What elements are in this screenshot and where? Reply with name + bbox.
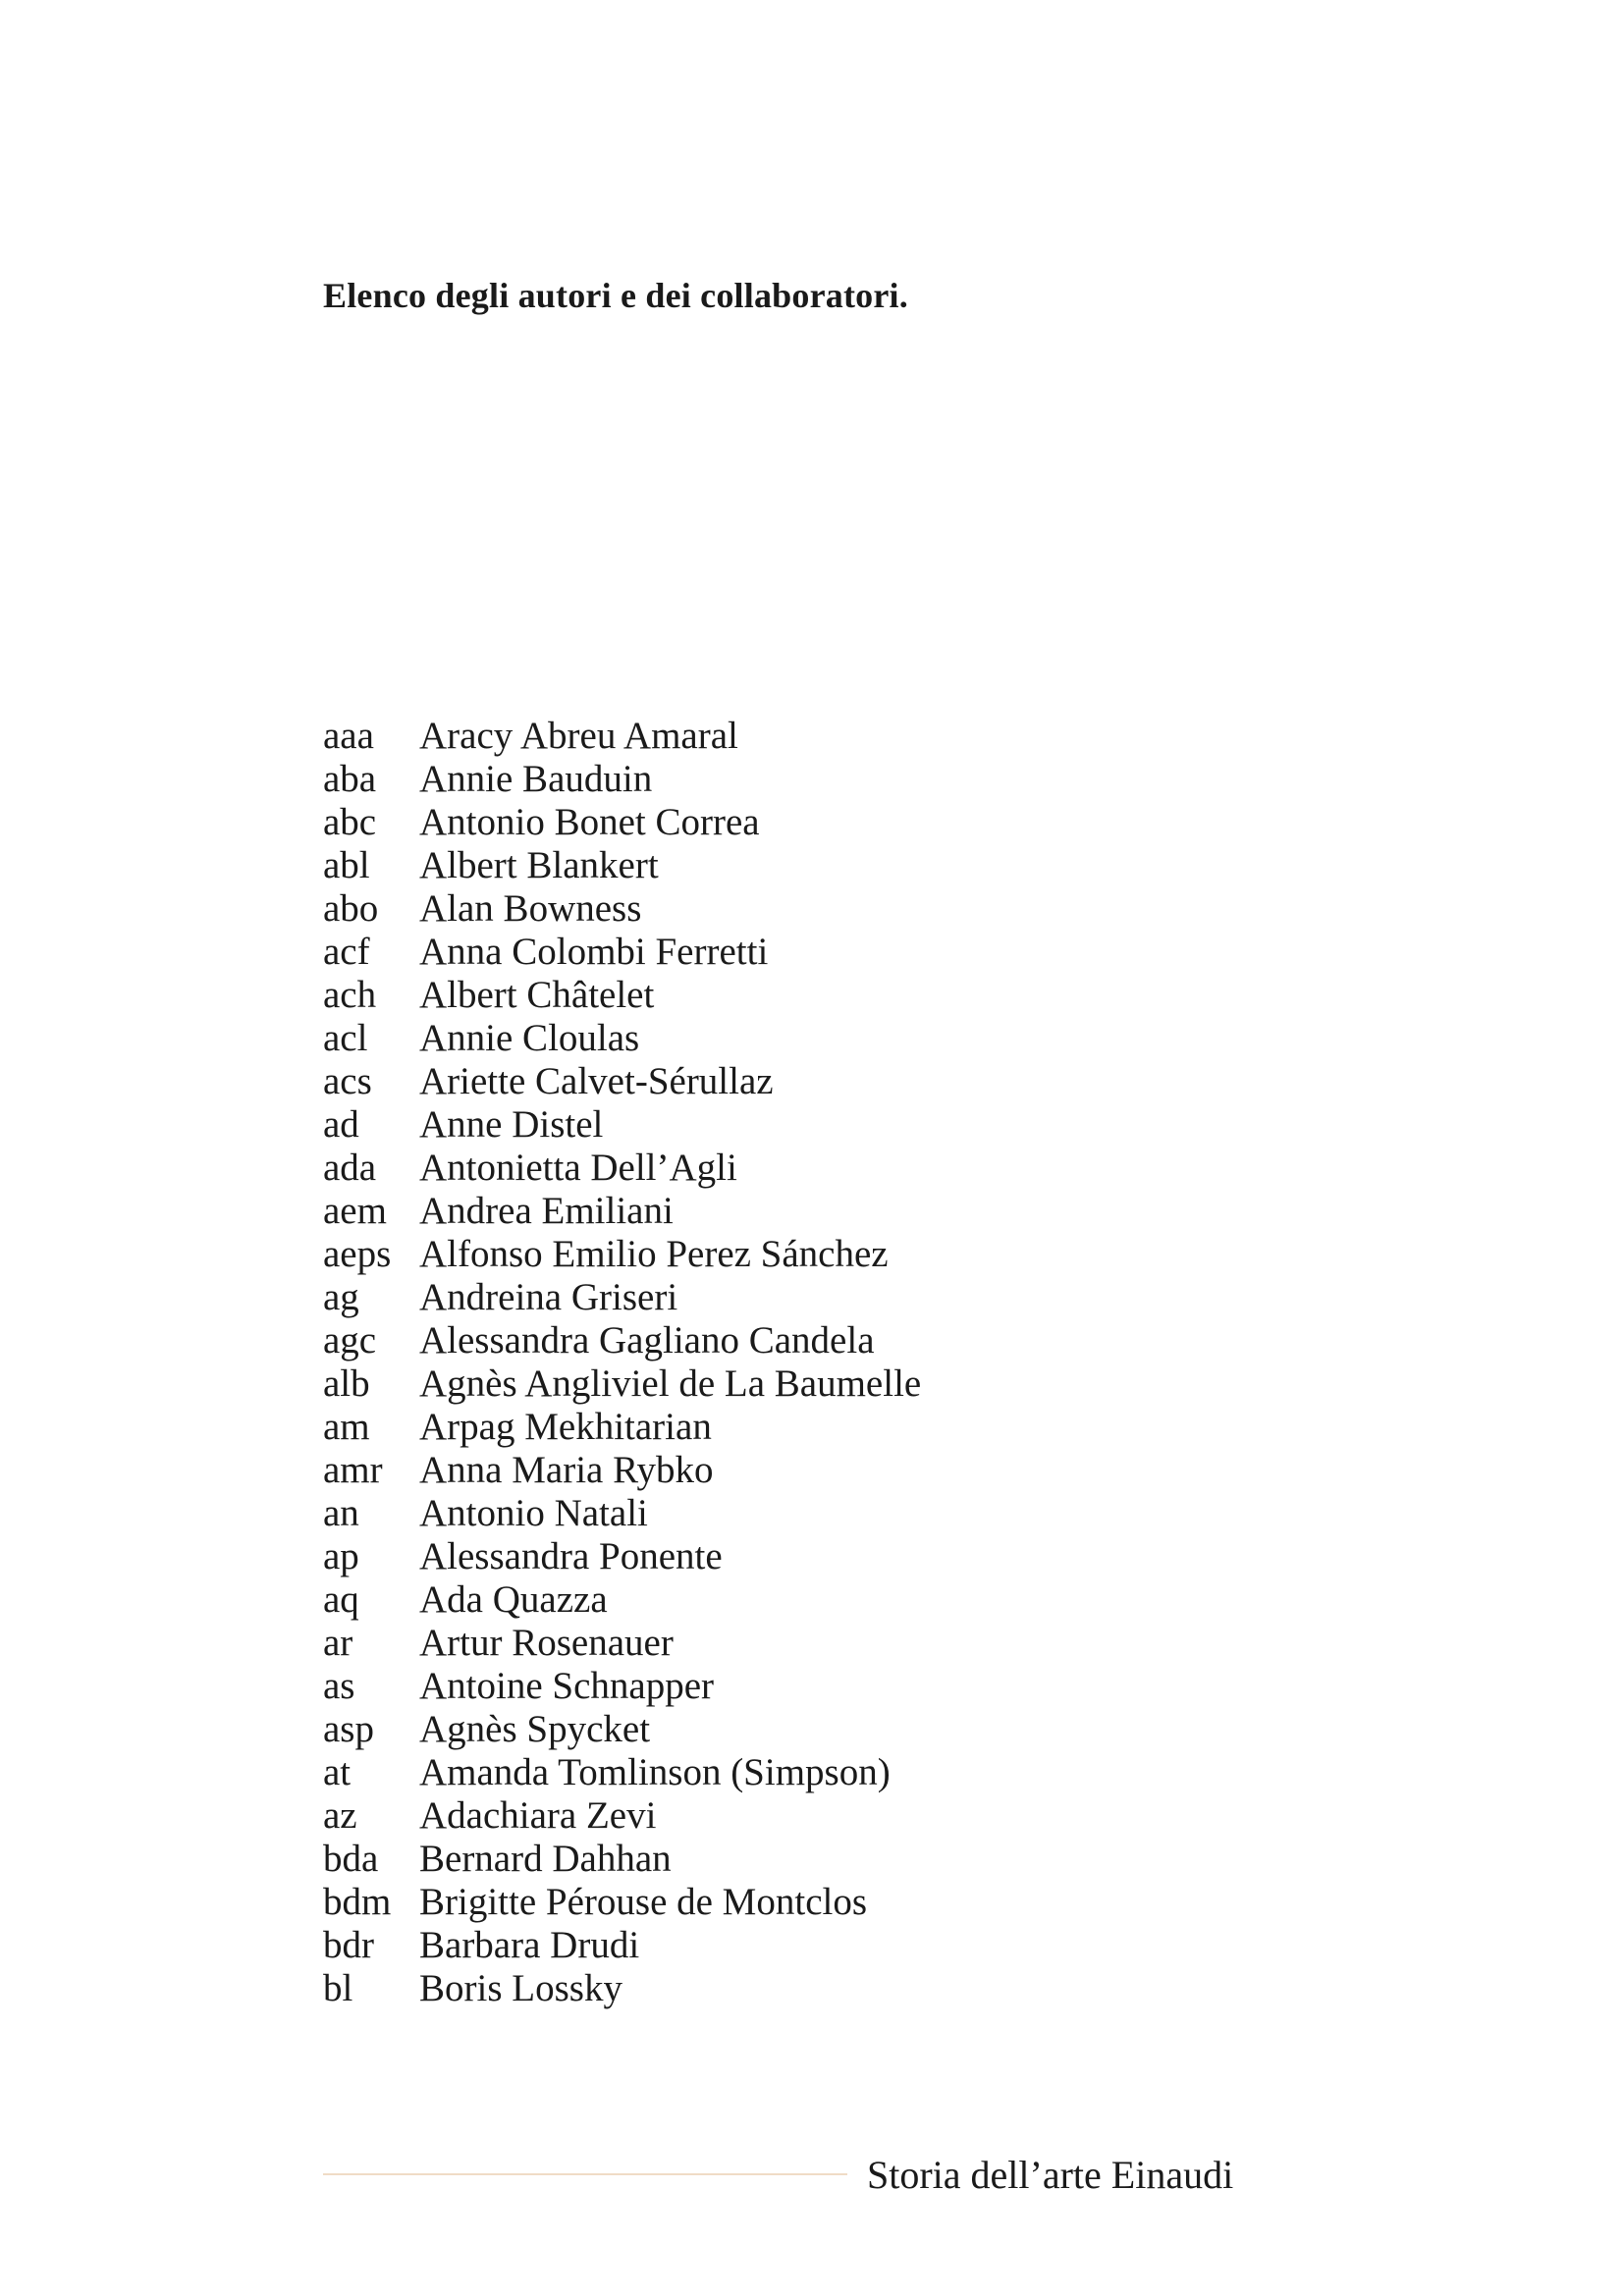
author-code: ada	[323, 1147, 377, 1189]
footer-title: Storia dell’arte Einaudi	[867, 2152, 1234, 2197]
author-name: Alessandra Gagliano Candela	[419, 1319, 875, 1362]
author-name: Annie Bauduin	[419, 758, 653, 800]
author-row	[323, 1622, 921, 1665]
author-code: bl	[323, 1967, 353, 2009]
author-name: Alan Bowness	[419, 887, 642, 930]
author-name: Ariette Calvet-Sérullaz	[419, 1060, 774, 1102]
author-code: aba	[323, 758, 377, 800]
author-name: Bernard Dahhan	[419, 1838, 672, 1880]
author-name: Albert Châtelet	[419, 974, 655, 1016]
author-row	[323, 1017, 921, 1060]
author-code: az	[323, 1794, 357, 1837]
author-row	[323, 1924, 921, 1967]
footer-rule	[323, 2173, 847, 2175]
author-name: Alessandra Ponente	[419, 1535, 723, 1577]
author-code: bdm	[323, 1881, 392, 1923]
author-code: am	[323, 1406, 370, 1448]
author-name: Andrea Emiliani	[419, 1190, 674, 1232]
author-row	[323, 1060, 921, 1103]
author-row	[323, 844, 921, 887]
author-row	[323, 1708, 921, 1751]
author-row	[323, 1319, 921, 1362]
author-row	[323, 974, 921, 1017]
author-row	[323, 1406, 921, 1449]
author-name: Anna Maria Rybko	[419, 1449, 714, 1491]
author-name: Anna Colombi Ferretti	[419, 931, 769, 973]
author-row	[323, 1276, 921, 1319]
author-row	[323, 1362, 921, 1406]
author-name: Andreina Griseri	[419, 1276, 678, 1318]
author-name: Ada Quazza	[419, 1578, 608, 1621]
author-code: bdr	[323, 1924, 374, 1966]
author-name: Agnès Angliviel de La Baumelle	[419, 1362, 922, 1405]
author-code: aq	[323, 1578, 359, 1621]
author-code: ar	[323, 1622, 353, 1664]
author-code: acf	[323, 931, 370, 973]
author-row	[323, 1492, 921, 1535]
author-code: ad	[323, 1103, 359, 1146]
author-row	[323, 931, 921, 974]
author-code: amr	[323, 1449, 383, 1491]
author-list	[323, 715, 921, 2010]
author-name: Antonio Bonet Correa	[419, 801, 760, 843]
author-code: acs	[323, 1060, 372, 1102]
author-code: as	[323, 1665, 355, 1707]
author-name: Alfonso Emilio Perez Sánchez	[419, 1233, 889, 1275]
author-code: aem	[323, 1190, 387, 1232]
author-name: Antonio Natali	[419, 1492, 648, 1534]
author-row	[323, 1665, 921, 1708]
author-name: Antonietta Dell’Agli	[419, 1147, 737, 1189]
author-name: Barbara Drudi	[419, 1924, 640, 1966]
author-name: Annie Cloulas	[419, 1017, 640, 1059]
author-row	[323, 1190, 921, 1233]
author-name: Anne Distel	[419, 1103, 604, 1146]
author-code: bda	[323, 1838, 379, 1880]
author-code: ag	[323, 1276, 359, 1318]
author-code: abl	[323, 844, 370, 886]
page-footer	[323, 2150, 1281, 2199]
author-code: ach	[323, 974, 377, 1016]
author-name: Boris Lossky	[419, 1967, 622, 2009]
author-code: acl	[323, 1017, 368, 1059]
author-row	[323, 758, 921, 801]
author-row	[323, 1449, 921, 1492]
author-code: an	[323, 1492, 359, 1534]
author-code: ap	[323, 1535, 359, 1577]
author-code: abo	[323, 887, 379, 930]
author-code: alb	[323, 1362, 370, 1405]
author-row	[323, 1751, 921, 1794]
author-row	[323, 1147, 921, 1190]
author-name: Antoine Schnapper	[419, 1665, 715, 1707]
author-name: Aracy Abreu Amaral	[419, 715, 738, 757]
author-code: abc	[323, 801, 377, 843]
author-code: aeps	[323, 1233, 392, 1275]
author-name: Adachiara Zevi	[419, 1794, 657, 1837]
author-row	[323, 1881, 921, 1924]
author-row	[323, 1103, 921, 1147]
author-code: aaa	[323, 715, 374, 757]
author-name: Amanda Tomlinson (Simpson)	[419, 1751, 891, 1793]
author-name: Albert Blankert	[419, 844, 659, 886]
author-row	[323, 1967, 921, 2010]
author-row	[323, 1838, 921, 1881]
author-row	[323, 801, 921, 844]
author-row	[323, 1578, 921, 1622]
author-name: Brigitte Pérouse de Montclos	[419, 1881, 868, 1923]
author-code: agc	[323, 1319, 377, 1362]
author-row	[323, 1794, 921, 1838]
author-row	[323, 1233, 921, 1276]
author-name: Artur Rosenauer	[419, 1622, 674, 1664]
author-name: Agnès Spycket	[419, 1708, 651, 1750]
author-row	[323, 715, 921, 758]
author-row	[323, 1535, 921, 1578]
author-row	[323, 887, 921, 931]
author-code: at	[323, 1751, 352, 1793]
page-heading: Elenco degli autori e dei collaboratori.	[323, 276, 908, 315]
author-code: asp	[323, 1708, 374, 1750]
author-name: Arpag Mekhitarian	[419, 1406, 712, 1448]
